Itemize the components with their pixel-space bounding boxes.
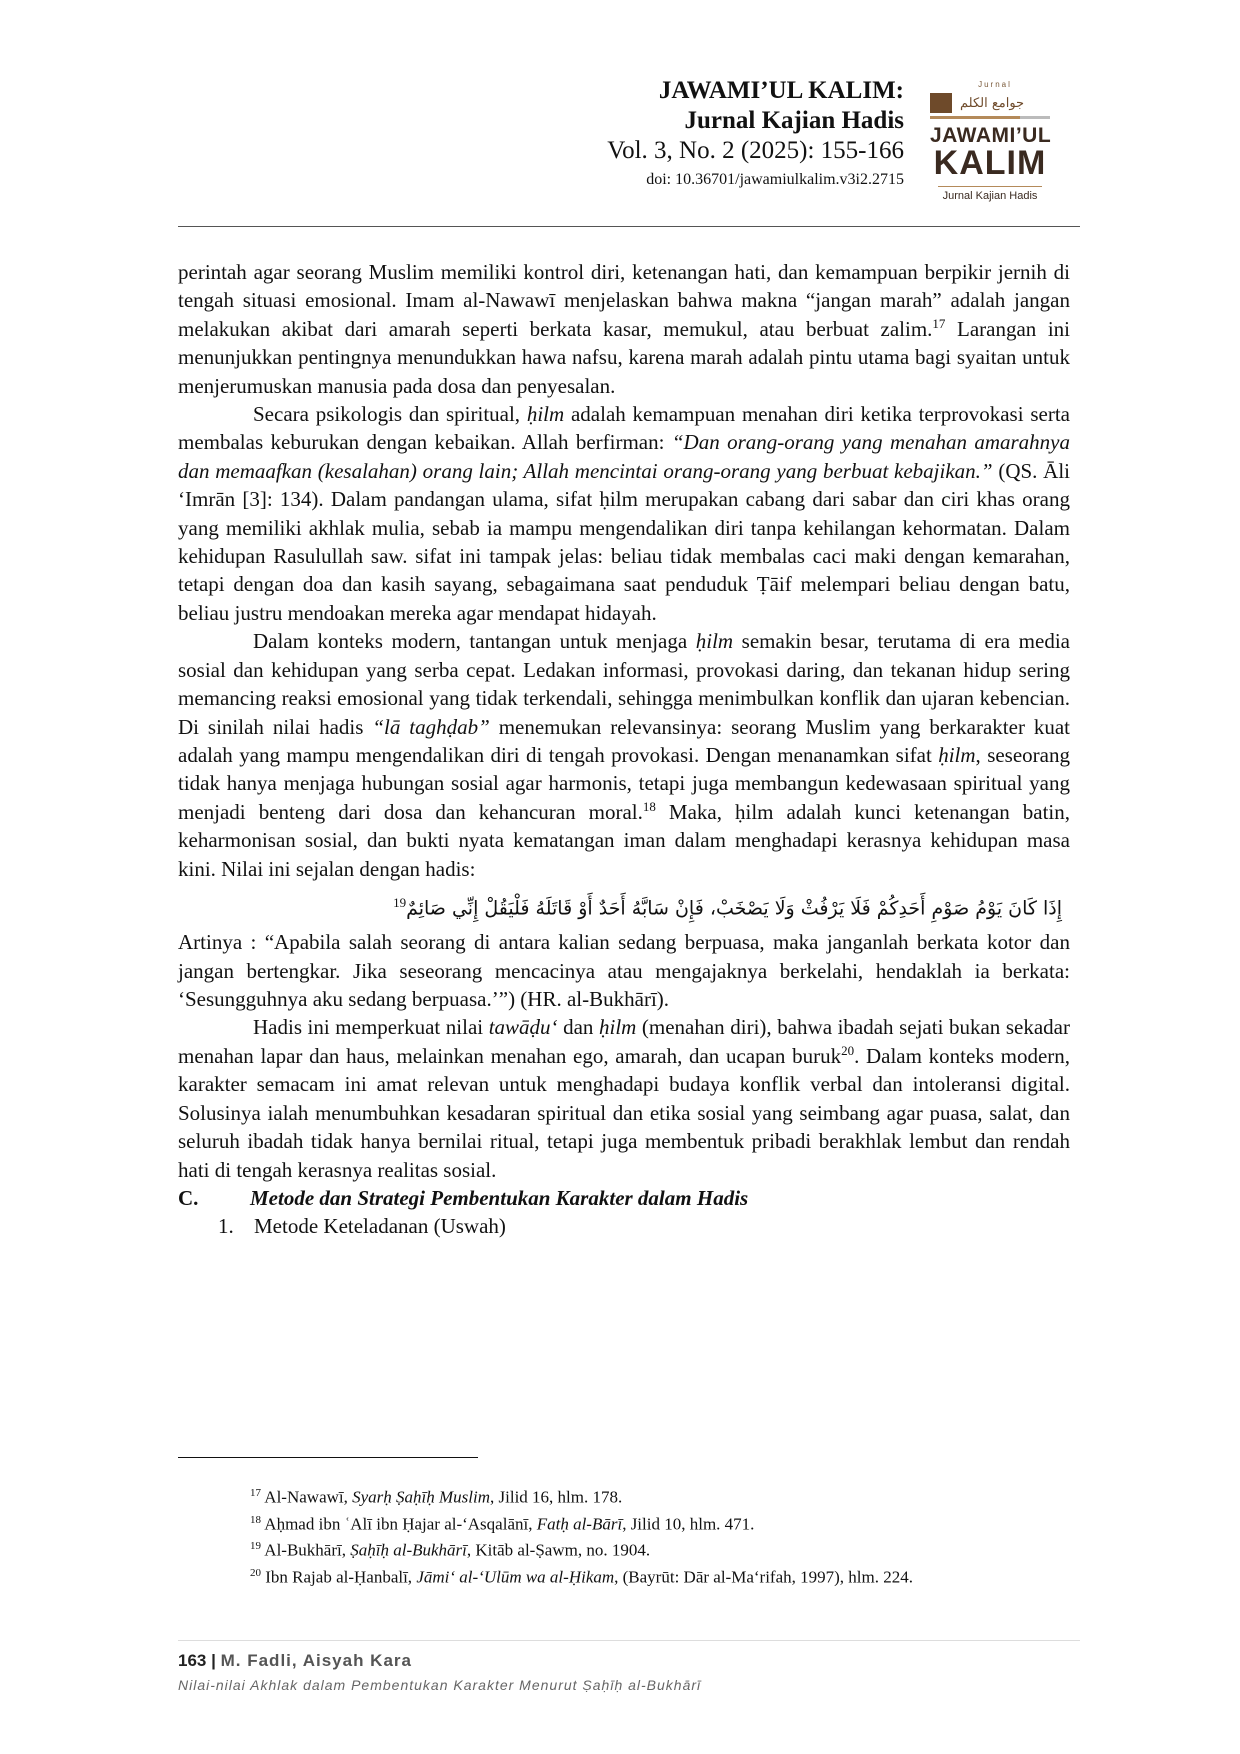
- journal-subtitle: Jurnal Kajian Hadis: [684, 107, 904, 134]
- footnote-18: [250, 1509, 1080, 1536]
- paragraph-4-text-d: . Dalam konteks modern, karakter semacam ini amat relevan untuk menghadapi budaya konflik verbal dan intoleransi digital. Solusinya ialah menumbuhkan kesadaran spiritual dan etika sosial yang seimbang agar puasa, salat, dan seluruh ibadah tidak hanya bernilai ritual, tetapi juga membentuk pribadi berakhlak lembut dan rendah hati di tengah kerasnya realitas sosial.: [178, 1043, 1071, 1182]
- footnote-ref-19[interactable]: 19: [393, 894, 407, 910]
- paragraph-1: [178, 258, 1070, 400]
- paragraph-3-text-e: Maka, ḥilm adalah kunci ketenangan batin, keharmonisan sosial, dan bukti nyata kematangan iman dalam menghadapi kerasnya kehidupan masa kini. Nilai ini sejalan dengan hadis:: [178, 799, 1070, 881]
- footnote-book-title: Ṣaḥīḥ al-Bukhārī: [350, 1540, 467, 1560]
- logo-name-line2: KALIM: [933, 144, 1047, 182]
- article-body: [178, 258, 1070, 1241]
- logo-tagline: Jurnal Kajian Hadis: [942, 190, 1038, 202]
- footnote-17: [250, 1482, 1080, 1509]
- paragraph-3: [178, 627, 1070, 883]
- section-letter: C.: [178, 1185, 199, 1210]
- paragraph-2: [178, 400, 1070, 627]
- footnote-book-title: Syarḥ Ṣaḥīḥ Muslim: [352, 1487, 491, 1507]
- footnote-number: 20: [250, 1566, 261, 1579]
- footnote-book-title: Fatḥ al-Bārī: [536, 1514, 623, 1534]
- journal-logo: [930, 80, 1060, 218]
- paragraph-3-text-a: Dalam konteks modern, tantangan untuk menjaga: [253, 629, 696, 654]
- paragraph-3-text-b: semakin besar, terutama di era media sosial dan kehidupan yang serba cepat. Ledakan informasi, provokasi daring, dan tekanan hidup sering memancing reaksi emosional yang tidak terkendali, sehingga menimbulkan konflik dan ujaran kebencian. Di sinilah nilai hadis: [178, 629, 1070, 739]
- footnote-ref-17[interactable]: 17: [932, 315, 946, 331]
- footnotes: [250, 1482, 1080, 1589]
- logo-bar-grey: [1020, 116, 1050, 119]
- footnote-text: Al-Bukhārī,: [261, 1540, 351, 1560]
- journal-header: [304, 76, 904, 192]
- logo-band: [930, 92, 1050, 114]
- paragraph-3-text-c: menemukan relevansinya: seorang Muslim yang berkarakter kuat adalah yang mampu mengendalikan diri di tengah provokasi. Dengan menanamkan sifat: [178, 714, 1071, 767]
- paragraph-1-text-a: perintah agar seorang Muslim memiliki kontrol diri, ketenangan hati, dan kemampuan berpikir jernih di tengah situasi emosional. Imam al-Nawawī menjelaskan bahwa makna “jangan marah” adalah jangan melakukan akibat dari amarah seperti berkata kasar, memukul, atau berbuat zalim.: [178, 260, 1070, 341]
- section-title: Metode dan Strategi Pembentukan Karakter dalam Hadis: [250, 1185, 749, 1210]
- paragraph-4-text-b: dan: [557, 1015, 599, 1040]
- paragraph-2-text-a: Secara psikologis dan spiritual,: [253, 402, 527, 427]
- footnote-20: [250, 1562, 1080, 1589]
- logo-name-line1: JAWAMI’UL: [930, 124, 1052, 147]
- footnote-number: 17: [250, 1487, 261, 1499]
- subsection-item: [178, 1212, 1070, 1240]
- arabic-hadith-text: إِذَا كَانَ يَوْمُ صَوْمِ أَحَدِكُمْ فَلَا يَرْفُثْ وَلَا يَصْخَبْ، فَإِنْ سَابَّهُ أَحَدٌ أَوْ قَاتَلَهُ فَلْيَقُلْ إِنِّي صَائِمٌ: [406, 897, 1062, 920]
- paragraph-3-text-d: , seseorang tidak hanya menjaga hubungan sosial agar harmonis, tetapi juga membangun kedewasaan spiritual yang menjadi benteng dari dosa dan kehancuran moral.: [178, 742, 1070, 824]
- page-number: 163: [178, 1651, 207, 1670]
- footnote-19: [250, 1535, 1080, 1562]
- paragraph-2-text-b: adalah kemampuan menahan diri ketika terprovokasi serta membalas keburukan dengan kebaikan. Allah berfirman:: [178, 402, 1070, 455]
- footnote-number: 18: [250, 1513, 261, 1526]
- term-tawadu: tawāḍu‘: [488, 1015, 558, 1040]
- logo-divider: [938, 186, 1042, 187]
- paragraph-1-text-b: Larangan ini menunjukkan pentingnya menundukkan hawa nafsu, karena marah adalah pintu utama bagi syaitan untuk menjerumuskan manusia pada dosa dan penyesalan.: [178, 316, 1071, 398]
- paragraph-4-text-c: (menahan diri), bahwa ibadah sejati bukan sekadar menahan lapar dan haus, melainkan menahan ego, amarah, dan ucapan buruk: [178, 1015, 1070, 1068]
- footer-line: [178, 1651, 412, 1671]
- footer-rule: [178, 1640, 1080, 1641]
- journal-name: JAWAMI’UL KALIM:: [658, 77, 904, 104]
- footnote-text: Aḥmad ibn ʿAlī ibn Ḥajar al-‘Asqalānī,: [261, 1514, 537, 1534]
- journal-doi[interactable]: doi: 10.36701/jawamiulkalim.v3i2.2715: [646, 171, 904, 188]
- term-hilm: ḥilm: [695, 629, 734, 654]
- subsection-number: 1.: [218, 1214, 234, 1239]
- footnote-text: , Jilid 16, hlm. 178.: [490, 1487, 623, 1507]
- logo-square-icon: [930, 93, 952, 113]
- footnote-text: , (Bayrūt: Dār al-Ma‘rifah, 1997), hlm. 224.: [614, 1567, 913, 1587]
- footnote-number: 19: [250, 1540, 261, 1553]
- footer-separator: |: [211, 1651, 216, 1670]
- footnote-text: , Jilid 10, hlm. 471.: [622, 1514, 755, 1534]
- paragraph-2-text-c: (QS. Āli ‘Imrān [3]: 134). Dalam pandangan ulama, sifat ḥilm merupakan cabang dari sabar dan ciri khas orang yang memiliki akhlak mulia, sebab ia mampu mengendalikan diri tanpa kehilangan kehormatan. Dalam kehidupan Rasulullah saw. sifat ini tampak jelas: beliau tidak membalas caci maki dengan kemarahan, tetapi dengan doa dan kasih sayang, sebagaimana saat penduduk Ṭāif melempari beliau dengan batu, beliau justru mendoakan mereka agar mendapat hidayah.: [178, 458, 1070, 625]
- quran-quote: “Dan orang-orang yang menahan amarahnya dan memaafkan (kesalahan) orang lain; Allah mencintai orang-orang yang berbuat kebajikan.”: [178, 430, 1070, 483]
- logo-arabic: جوامع الكلم: [960, 95, 1025, 111]
- footer-authors: M. Fadli, Aisyah Kara: [220, 1651, 412, 1670]
- footnote-text: Ibn Rajab al-Ḥanbalī,: [261, 1567, 417, 1587]
- footnote-text: Al-Nawawī,: [261, 1487, 353, 1507]
- header-rule: [178, 226, 1080, 227]
- logo-top-word: Jurnal: [978, 80, 1012, 89]
- paragraph-4: [178, 1013, 1070, 1183]
- term-hilm: ḥilm: [938, 742, 976, 767]
- section-heading: [178, 1184, 1070, 1212]
- footnote-rule: [178, 1457, 478, 1458]
- arabic-hadith: [178, 883, 1070, 928]
- footnote-text: , Kitāb al-Ṣawm, no. 1904.: [466, 1540, 651, 1560]
- hadith-phrase: “lā taghḍab”: [372, 714, 490, 739]
- subsection-title: Metode Keteladanan (Uswah): [254, 1214, 506, 1239]
- footnote-ref-20[interactable]: 20: [841, 1042, 855, 1058]
- footnote-ref-18[interactable]: 18: [642, 798, 656, 814]
- journal-volume: Vol. 3, No. 2 (2025): 155-166: [607, 137, 904, 164]
- term-hilm: ḥilm: [526, 402, 565, 427]
- footnote-book-title: Jāmi‘ al-‘Ulūm wa al-Ḥikam: [416, 1567, 615, 1587]
- term-hilm: ḥilm: [598, 1015, 637, 1040]
- hadith-translation: Artinya : “Apabila salah seorang di antara kalian sedang berpuasa, maka janganlah berkata kotor dan jangan bertengkar. Jika seseorang mencacinya atau mengajaknya berkelahi, hendaklah ia berkata: ‘Sesungguhnya aku sedang berpuasa.’”) (HR. al-Bukhārī).: [178, 930, 1070, 1012]
- footer-article-title: Nilai-nilai Akhlak dalam Pembentukan Karakter Menurut Ṣaḥīḥ al-Bukhārī: [178, 1677, 702, 1693]
- paragraph-4-text-a: Hadis ini memperkuat nilai: [253, 1015, 489, 1040]
